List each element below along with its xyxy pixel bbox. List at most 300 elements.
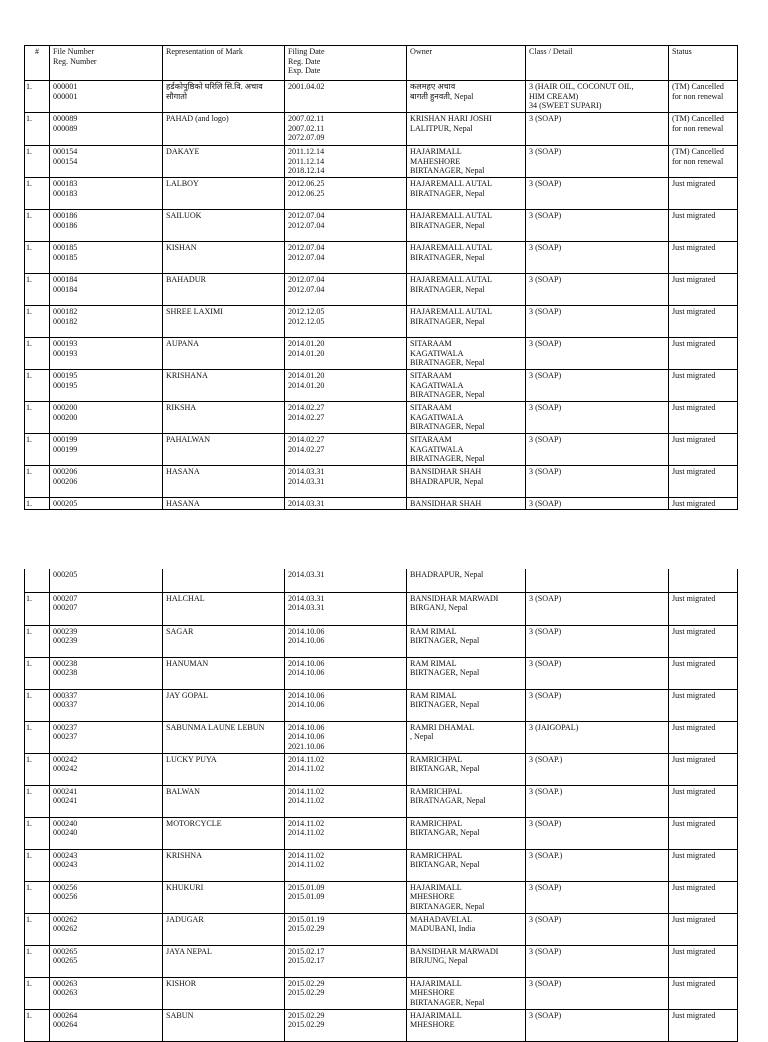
cell-dates-line: 2012.07.04 [288,275,325,284]
cell-class-line: 3 (SOAP) [529,593,562,603]
cell-owner [407,592,526,625]
cell-owner [407,569,526,592]
cell-file-number-line: 000242 [53,754,78,764]
table-row [25,945,738,977]
cell-mark [163,210,285,242]
table-row [25,592,738,625]
cell-file-number-line: 000185 [53,252,78,262]
table-row [25,657,738,689]
cell-dates-line: 2015.01.09 [288,882,325,892]
cell-mark [163,849,285,881]
cell-mark-line: SABUN [166,1010,194,1020]
cell-class-line: 3 (SOAP.) [529,754,563,764]
cell-index: 1. [25,721,50,753]
cell-dates-line: 2015.02.17 [288,956,325,966]
cell-mark-line: LALBOY [166,179,199,188]
cell-file-number-line: 000195 [53,380,78,390]
cell-index: 1. [25,402,50,434]
table-row [25,913,738,945]
cell-file-number [50,657,163,689]
cell-owner-line: KAGATIWALA [410,380,464,390]
cell-owner-line: HAJARIMALL [410,882,462,892]
document-page-2 [0,568,768,1030]
cell-mark [163,817,285,849]
cell-file-number [50,721,163,753]
cell-dates-line: 2012.07.04 [288,243,325,252]
cell-dates-line: 2014.11.02 [288,850,325,860]
cell-mark-line: SAILUOK [166,211,202,220]
cell-owner-line: RAMRICHPAL [410,850,463,860]
cell-mark [163,113,285,146]
cell-file-number [50,753,163,785]
cell-mark-line: KHUKURI [166,882,204,892]
cell-owner-line: BIRTANAGER, Nepal [410,901,485,911]
cell-dates [285,210,407,242]
table-row [25,721,738,753]
cell-owner [407,1009,526,1041]
cell-mark-line: RIKSHA [166,403,197,412]
header-index: # [25,46,50,81]
cell-status [669,753,738,785]
cell-owner [407,657,526,689]
cell-status-line: Just migrated [672,754,716,764]
cell-owner-line: BIRTANGAR, Nepal [410,764,480,774]
cell-file-number [50,977,163,1009]
cell-owner-line: BIRATNAGER, Nepal [410,252,485,262]
table-body-page-2 [25,569,738,1041]
cell-class [526,817,669,849]
cell-dates [285,625,407,657]
cell-dates [285,113,407,146]
cell-file-number-line: 000200 [53,412,78,422]
cell-status [669,785,738,817]
cell-owner-line: BIRATNAGER, Nepal [410,220,485,230]
table-row [25,434,738,466]
cell-owner-line: BIRATNAGER, Nepal [410,316,485,326]
cell-file-number-line: 000239 [53,636,78,646]
cell-dates-line: 2015.01.09 [288,892,325,902]
cell-index: 1. [25,113,50,146]
cell-class-line: 3 (SOAP) [529,435,562,444]
cell-dates-line: 2014.02.27 [288,435,325,444]
cell-dates [285,466,407,498]
header-file-number: File Number Reg. Number [50,46,163,81]
cell-dates-line: 2021.10.06 [288,741,325,751]
cell-dates [285,753,407,785]
cell-owner-line: KAGATIWALA [410,444,464,454]
cell-status [669,81,738,113]
cell-mark [163,498,285,510]
cell-file-number-line: 000183 [53,188,78,198]
cell-mark-line: LUCKY PUYA [166,754,217,764]
cell-mark-line: सौगातो [166,91,187,101]
cell-file-number [50,689,163,721]
cell-owner [407,977,526,1009]
cell-class-line: 3 (SOAP) [529,946,562,956]
cell-dates-line: 2014.10.06 [288,636,325,646]
table-row [25,785,738,817]
cell-class [526,370,669,402]
cell-dates-line: 2014.01.20 [288,348,325,358]
cell-file-number-line: 000200 [53,403,78,412]
cell-owner-line: RAM RIMAL [410,626,457,636]
cell-class-line: 3 (SOAP) [529,882,562,892]
cell-class [526,402,669,434]
cell-dates-line: 2014.10.06 [288,722,325,732]
cell-dates-line: 2072.07.09 [288,133,325,143]
cell-index: 1. [25,146,50,178]
cell-owner [407,849,526,881]
cell-file-number-line: 000264 [53,1010,78,1020]
cell-dates-line: 2015.01.19 [288,914,325,924]
cell-class [526,657,669,689]
cell-file-number [50,113,163,146]
cell-owner [407,242,526,274]
cell-index: 1. [25,274,50,306]
cell-file-number-line: 000001 [53,82,78,91]
cell-owner-line: MADUBANI, India [410,924,476,934]
cell-mark-line: PAHALWAN [166,435,211,444]
cell-dates-line: 2007.02.11 [288,123,325,133]
cell-dates [285,338,407,370]
cell-class [526,689,669,721]
cell-dates-line: 2015.02.29 [288,978,325,988]
cell-class-line: HIM CREAM) [529,91,579,101]
cell-dates-line: 2014.02.27 [288,412,325,422]
cell-status-line: Just migrated [672,275,716,284]
cell-file-number-line: 000242 [53,764,78,774]
cell-file-number-line: 000199 [53,435,78,444]
cell-mark [163,721,285,753]
cell-owner-line: BIRATNAGER, Nepal [410,422,485,432]
cell-dates [285,146,407,178]
cell-index: 1. [25,434,50,466]
cell-dates-line: 2011.12.14 [288,156,325,166]
cell-owner-line: KRISHAN HARI JOSHI [410,114,492,123]
cell-dates [285,81,407,113]
cell-status [669,592,738,625]
table-row [25,817,738,849]
cell-class [526,753,669,785]
cell-status-line: (TM) Cancelled [672,82,724,91]
table-row [25,210,738,242]
cell-class [526,881,669,913]
cell-status [669,625,738,657]
cell-mark [163,657,285,689]
cell-owner-line: BIRATNAGER, Nepal [410,284,485,294]
cell-status-line: (TM) Cancelled [672,147,724,156]
trademark-table-page-1 [24,45,738,510]
table-row [25,81,738,113]
cell-class-line: 3 (SOAP) [529,179,562,188]
cell-file-number-line: 000154 [53,147,78,156]
cell-status-line: Just migrated [672,690,716,700]
header-class: Class / Detail [526,46,669,81]
cell-class [526,913,669,945]
cell-status-line: Just migrated [672,243,716,252]
cell-class [526,113,669,146]
cell-class [526,849,669,881]
cell-dates [285,402,407,434]
cell-index: 1. [25,657,50,689]
cell-file-number [50,625,163,657]
cell-class-line: 3 (SOAP) [529,690,562,700]
cell-class [526,592,669,625]
cell-file-number [50,434,163,466]
cell-index: 1. [25,306,50,338]
cell-file-number-line: 000240 [53,818,78,828]
cell-status [669,274,738,306]
cell-mark-line: HALCHAL [166,593,205,603]
cell-mark [163,242,285,274]
cell-owner-line: BIRTNAGER, Nepal [410,700,480,710]
cell-status [669,721,738,753]
cell-file-number-line: 000195 [53,371,78,380]
cell-status-line: Just migrated [672,499,716,508]
cell-dates [285,913,407,945]
cell-dates [285,881,407,913]
cell-owner-line: BIRATNAGER, Nepal [410,188,485,198]
cell-owner-line: BHADRAPUR, Nepal [410,476,484,486]
cell-file-number [50,274,163,306]
table-row [25,466,738,498]
cell-index: 1. [25,242,50,274]
cell-owner-line: BHADRAPUR, Nepal [410,570,484,579]
cell-owner-line: HAJAREMALL AUTAL [410,307,493,316]
cell-class-line: 3 (SOAP.) [529,850,563,860]
cell-class [526,498,669,510]
cell-owner [407,402,526,434]
cell-dates-line: 2012.07.04 [288,252,325,262]
cell-class [526,1009,669,1041]
cell-status-line: for non renewal [672,156,724,166]
cell-file-number [50,569,163,592]
cell-dates-line: 2014.03.31 [288,570,325,579]
table-row [25,1009,738,1041]
cell-owner-line: KAGATIWALA [410,348,464,358]
cell-status-line: Just migrated [672,593,716,603]
cell-status-line: Just migrated [672,626,716,636]
cell-status-line: Just migrated [672,658,716,668]
cell-class-line: 3 (SOAP) [529,339,562,348]
cell-dates-line: 2014.01.20 [288,380,325,390]
cell-mark-line: DAKAYE [166,147,200,156]
cell-mark [163,466,285,498]
cell-file-number [50,592,163,625]
cell-mark-line: AUPANA [166,339,199,348]
cell-file-number-line: 000089 [53,114,78,123]
cell-index: 1. [25,753,50,785]
cell-class [526,146,669,178]
cell-dates-line: 2014.10.06 [288,690,325,700]
cell-file-number [50,338,163,370]
cell-dates [285,1009,407,1041]
cell-mark [163,753,285,785]
cell-file-number [50,785,163,817]
cell-owner-line: BIRATNAGER, Nepal [410,390,485,400]
cell-file-number [50,881,163,913]
cell-status-line: Just migrated [672,403,716,412]
cell-owner [407,178,526,210]
cell-owner-line: RAMRICHPAL [410,786,463,796]
cell-file-number-line: 000238 [53,668,78,678]
cell-class [526,721,669,753]
cell-dates [285,817,407,849]
cell-file-number-line: 000240 [53,828,78,838]
cell-status [669,370,738,402]
cell-file-number [50,817,163,849]
cell-dates-line: 2014.03.31 [288,467,325,476]
cell-file-number-line: 000265 [53,946,78,956]
cell-file-number-line: 000238 [53,658,78,668]
cell-status [669,113,738,146]
cell-file-number-line: 000001 [53,91,78,101]
cell-file-number [50,466,163,498]
cell-status-line: Just migrated [672,850,716,860]
cell-mark [163,945,285,977]
cell-file-number-line: 000243 [53,860,78,870]
cell-mark [163,370,285,402]
cell-owner [407,753,526,785]
cell-index: 1. [25,849,50,881]
cell-file-number-line: 000207 [53,593,78,603]
cell-dates-line: 2012.07.04 [288,220,325,230]
cell-dates-line: 2015.02.17 [288,946,325,956]
cell-owner-line: BIRTANAGER, Nepal [410,997,485,1007]
cell-class-line: 3 (SOAP) [529,467,562,476]
cell-status-line: Just migrated [672,1010,716,1020]
cell-class-line: 3 (SOAP) [529,499,562,508]
cell-file-number-line: 000206 [53,467,78,476]
cell-dates-line: 2014.10.06 [288,668,325,678]
cell-mark [163,81,285,113]
table-row [25,146,738,178]
table-row [25,977,738,1009]
cell-dates [285,370,407,402]
cell-owner-line: BIRATNAGER, Nepal [410,454,485,464]
cell-dates-line: 2015.02.29 [288,988,325,998]
cell-status [669,569,738,592]
cell-file-number-line: 000237 [53,722,78,732]
cell-mark-line: BALWAN [166,786,201,796]
cell-file-number [50,306,163,338]
cell-owner-line: SITARAAM [410,339,452,348]
cell-owner-line: HAJARIMALL [410,1010,462,1020]
cell-mark-line: हर्डकोपुष्ठिको घरिलि सि.वि. अचाव [166,82,263,91]
cell-class-line: 3 (SOAP) [529,978,562,988]
cell-mark [163,625,285,657]
cell-status-line: Just migrated [672,435,716,444]
cell-dates-line: 2014.11.02 [288,796,325,806]
cell-class [526,178,669,210]
cell-owner-line: HAJARIMALL [410,978,462,988]
cell-status-line: Just migrated [672,179,716,188]
cell-dates-line: 2012.07.04 [288,211,325,220]
cell-class-line: 3 (SOAP) [529,307,562,316]
cell-file-number-line: 000205 [53,570,78,579]
cell-dates [285,434,407,466]
cell-dates [285,849,407,881]
cell-file-number-line: 000264 [53,1020,78,1030]
cell-dates-line: 2011.12.14 [288,147,325,156]
cell-owner-line: MHESHORE [410,988,455,998]
cell-owner [407,81,526,113]
cell-class-line: 3 (SOAP) [529,275,562,284]
cell-file-number-line: 000199 [53,444,78,454]
cell-owner [407,817,526,849]
cell-owner-line: RAMRI DHAMAL [410,722,475,732]
cell-file-number-line: 000237 [53,732,78,742]
cell-dates [285,592,407,625]
cell-file-number [50,402,163,434]
cell-owner-line: BANSIDHAR MARWADI [410,946,499,956]
cell-mark [163,913,285,945]
cell-dates [285,657,407,689]
cell-mark-line: KRISHANA [166,371,208,380]
table-row [25,881,738,913]
cell-mark [163,434,285,466]
cell-owner-line: HAJAREMALL AUTAL [410,211,493,220]
cell-class-line: 3 (SOAP) [529,626,562,636]
cell-index: 1. [25,945,50,977]
table-row [25,402,738,434]
cell-class-line: 3 (HAIR OIL, COCONUT OIL, [529,82,634,91]
header-dates: Filing Date Reg. Date Exp. Date [285,46,407,81]
cell-class-line: 3 (SOAP) [529,211,562,220]
cell-status [669,849,738,881]
cell-index: 1. [25,1009,50,1041]
cell-owner [407,113,526,146]
cell-dates-line: 2014.01.20 [288,371,325,380]
cell-status [669,498,738,510]
cell-dates-line: 2014.11.02 [288,754,325,764]
cell-owner-line: MHESHORE [410,1020,455,1030]
cell-file-number [50,210,163,242]
cell-owner-line: BIRTANGAR, Nepal [410,828,480,838]
cell-dates-line: 2014.10.06 [288,700,325,710]
cell-status [669,881,738,913]
cell-class [526,434,669,466]
table-row [25,370,738,402]
cell-file-number-line: 000206 [53,476,78,486]
cell-index: 1. [25,81,50,113]
cell-dates-line: 2012.06.25 [288,188,325,198]
cell-mark [163,569,285,592]
cell-status-line: Just migrated [672,882,716,892]
cell-index: 1. [25,370,50,402]
cell-status-line: Just migrated [672,722,716,732]
cell-dates-line: 2012.07.04 [288,284,325,294]
cell-file-number [50,913,163,945]
cell-owner-line: BANSIDHAR SHAH [410,467,482,476]
table-row [25,306,738,338]
table-row [25,689,738,721]
cell-class-line: 3 (SOAP) [529,1010,562,1020]
cell-owner-line: RAM RIMAL [410,690,457,700]
cell-mark-line: MOTORCYCLE [166,818,222,828]
cell-owner-line: MHESHORE [410,892,455,902]
table-row [25,178,738,210]
cell-file-number-line: 000239 [53,626,78,636]
cell-file-number-line: 000184 [53,275,78,284]
cell-owner-line: HAJAREMALL AUTAL [410,179,493,188]
table-row [25,338,738,370]
cell-index: 1. [25,210,50,242]
cell-dates-line: 2018.12.14 [288,166,325,176]
cell-owner-line: HAJARIMALL [410,147,462,156]
cell-owner-line: LALITPUR, Nepal [410,123,473,133]
cell-mark-line: SHREE LAXIMI [166,307,223,316]
